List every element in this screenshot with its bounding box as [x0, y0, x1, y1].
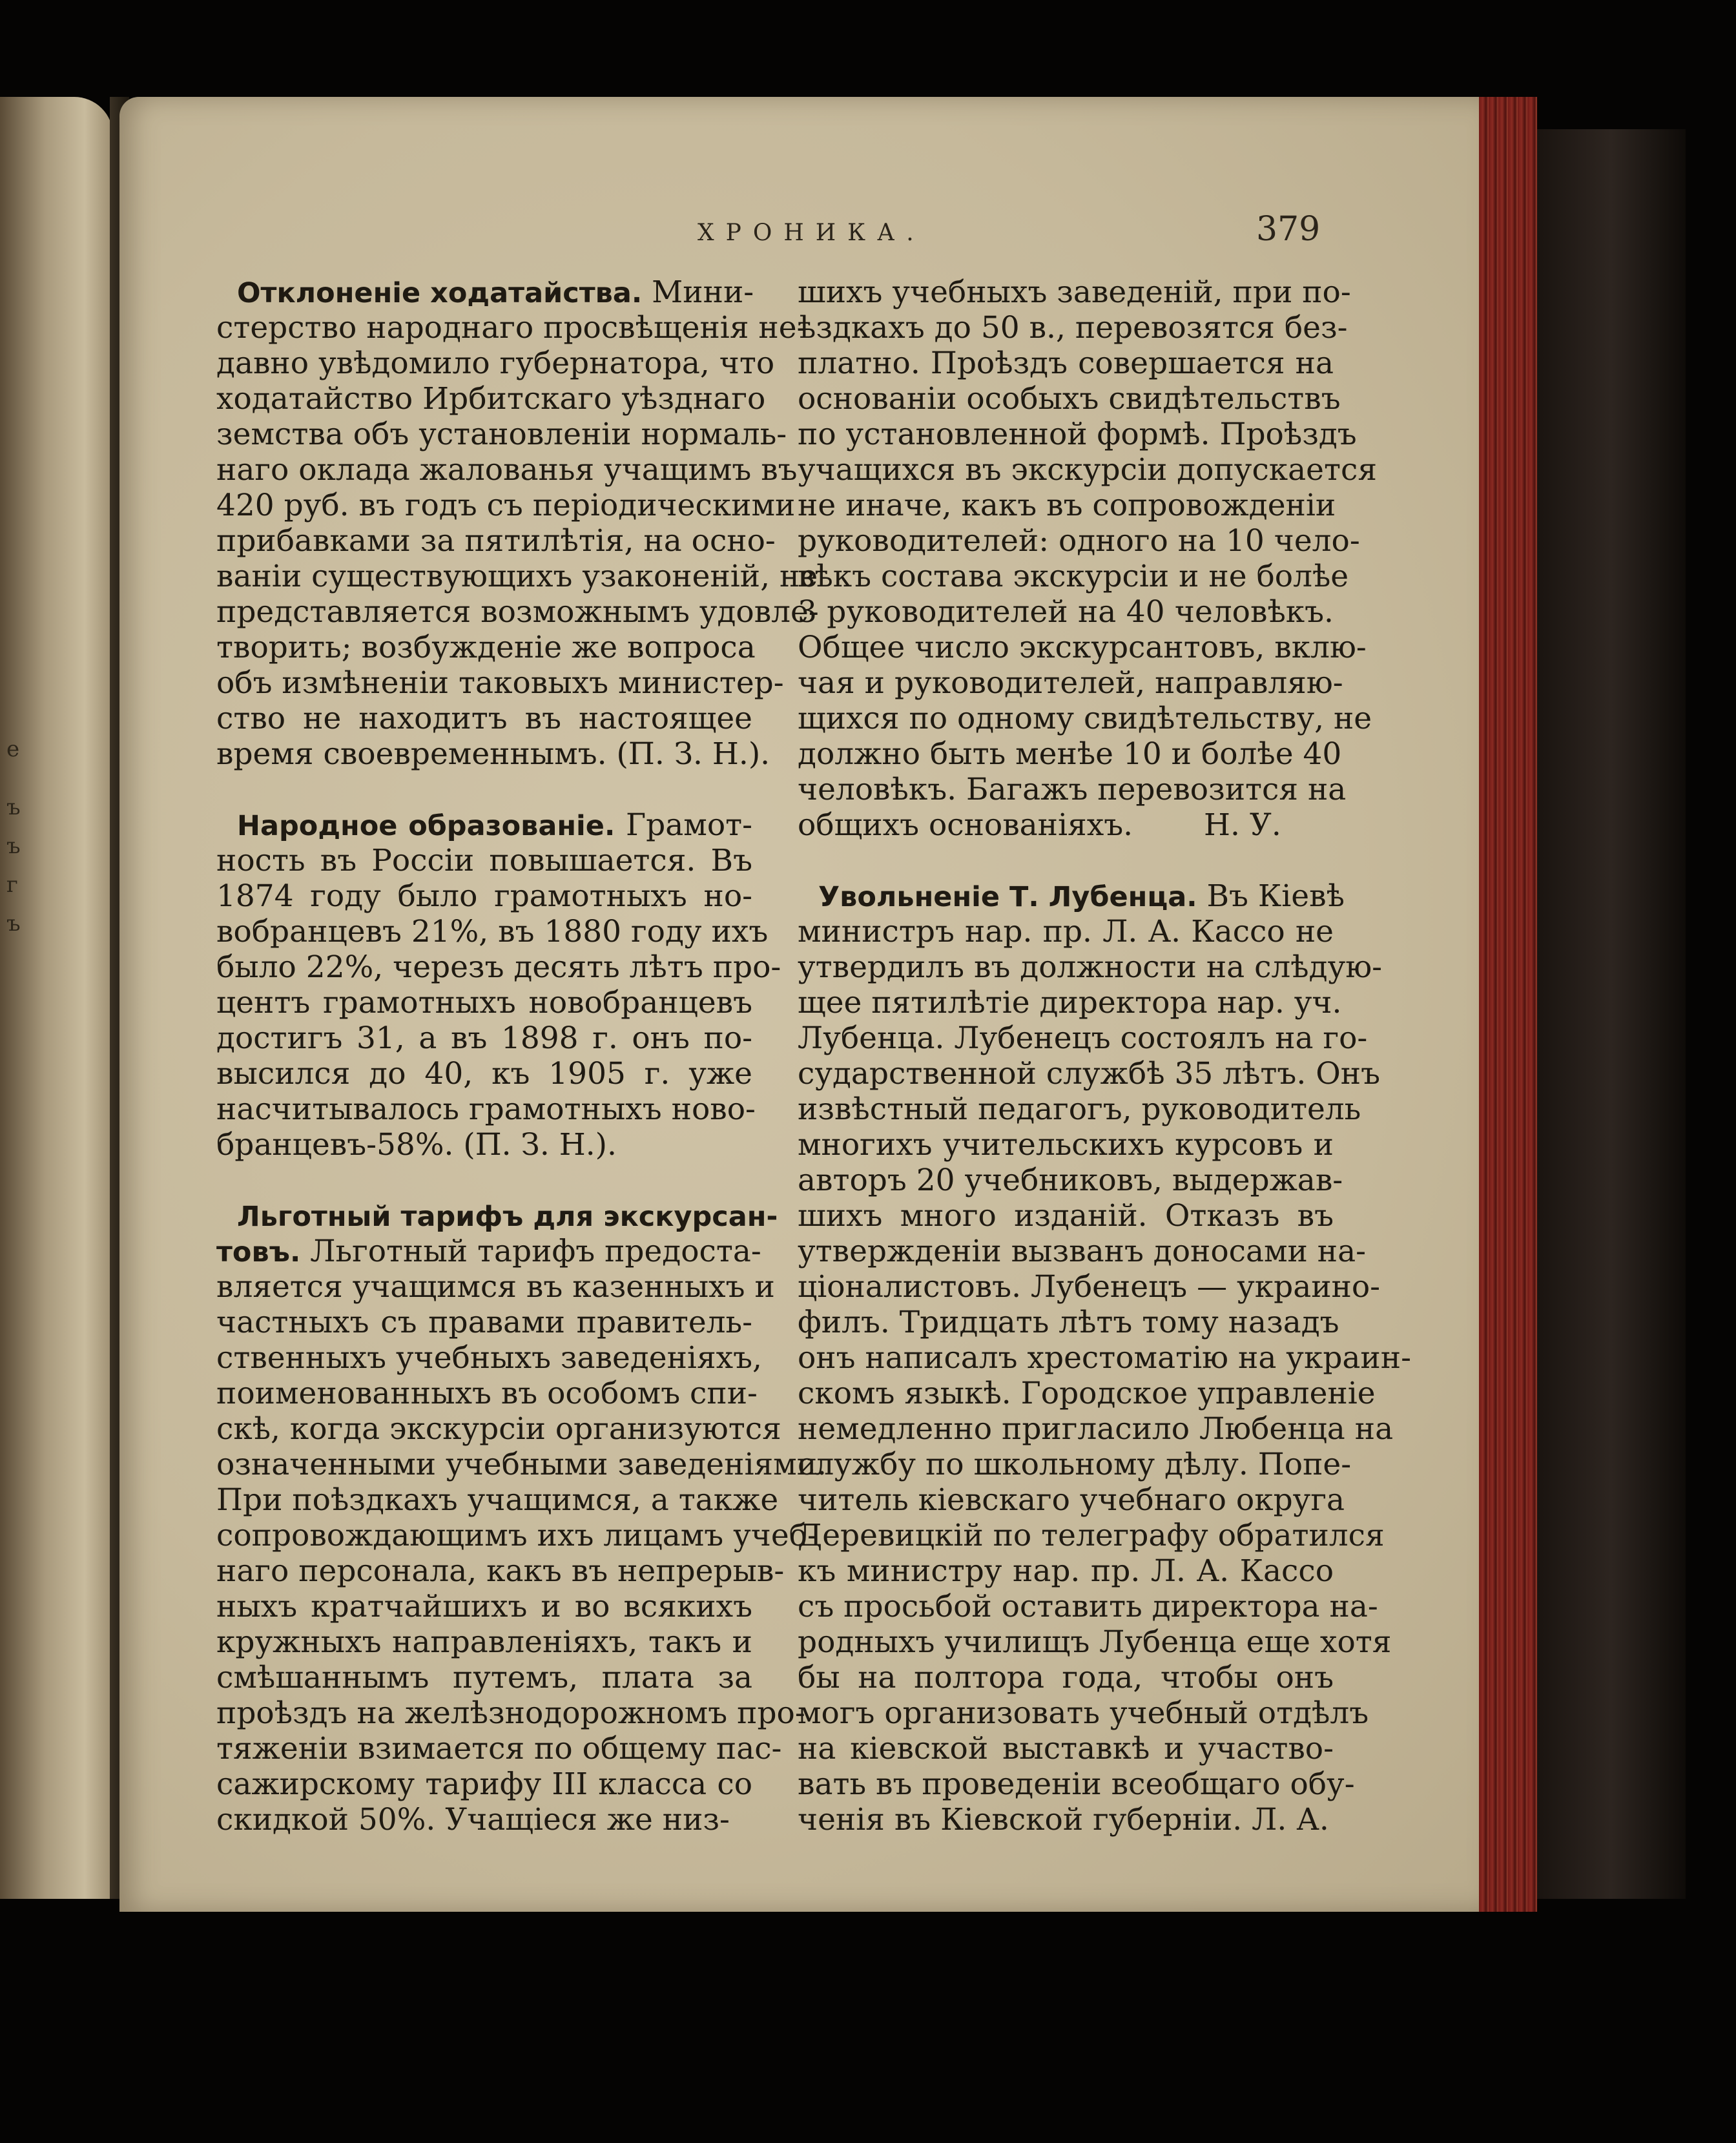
left-page-edge — [0, 97, 113, 1899]
text-line: ціоналистовъ. Лубенецъ — украино- — [798, 1269, 1381, 1305]
right-column — [798, 274, 1411, 1838]
text-line: вляется учащимся въ казенныхъ и — [216, 1269, 775, 1305]
text-line: 1874 году было грамотныхъ но- — [216, 878, 752, 914]
text-line: ныхъ кратчайшихъ и во всякихъ — [216, 1589, 752, 1624]
text-line: достигъ 31, а въ 1898 г. онъ по- — [216, 1020, 752, 1056]
text-line: многихъ учительскихъ курсовъ и — [798, 1127, 1334, 1163]
text-line: скидкой 50%. Учащіеся же низ- — [216, 1802, 730, 1838]
text-line: бы на полтора года, чтобы онъ — [798, 1660, 1334, 1695]
text-line: сажирскому тарифу III класса со — [216, 1766, 752, 1802]
text-line: кружныхъ направленіяхъ, такъ и — [216, 1624, 752, 1660]
text-line: платно. Проѣздъ совершается на — [798, 346, 1334, 381]
author-signature: Н. У. — [1204, 807, 1281, 843]
text-line: наго оклада жалованья учащимъ въ — [216, 452, 798, 488]
text-line: бранцевъ-58%. (П. З. Н.). — [216, 1127, 617, 1163]
article-heading: товъ. — [216, 1236, 301, 1268]
article-heading: Льготный тарифъ для экскурсан- — [237, 1201, 778, 1233]
text-line: щихся по одному свидѣтельству, не — [798, 701, 1372, 736]
text-line: время своевременнымъ. (П. З. Н.). — [216, 736, 770, 772]
text-line: проѣздъ на желѣзнодорожномъ про- — [216, 1695, 805, 1731]
text-line: сопровождающимъ ихъ лицамъ учеб- — [216, 1518, 818, 1553]
text-line: означенными учебными заведеніями. — [216, 1447, 827, 1482]
text-line: Лубенца. Лубенецъ состоялъ на го- — [798, 1020, 1368, 1056]
text-line: частныхъ съ правами правитель- — [216, 1305, 752, 1340]
text-line: авторъ 20 учебниковъ, выдержав- — [798, 1163, 1343, 1198]
text-line: основаніи особыхъ свидѣтельствъ — [798, 381, 1341, 417]
text-line: насчитывалось грамотныхъ ново- — [216, 1092, 756, 1127]
left-page-fragment: ъ — [6, 794, 21, 820]
book-cover — [1537, 129, 1686, 1899]
text-line: не иначе, какъ въ сопровожденіи — [798, 488, 1336, 523]
article-first-line — [216, 807, 752, 843]
text-line: на кіевской выставкѣ и участво- — [798, 1731, 1334, 1766]
left-column — [216, 274, 827, 1838]
text-line: министръ нар. пр. Л. А. Кассо не — [798, 914, 1334, 949]
paragraph-gap — [798, 843, 1334, 878]
text-line: родныхъ училищъ Лубенца еще хотя — [798, 1624, 1392, 1660]
text-line: творить; возбужденіе же вопроса — [216, 630, 756, 665]
text-line: 3 руководителей на 40 человѣкъ. — [798, 594, 1334, 630]
text-line: Мини- — [652, 274, 754, 310]
left-page-fragment: е — [6, 736, 20, 762]
text-line: должно быть менѣе 10 и болѣе 40 — [798, 736, 1342, 772]
article-heading: Отклоненіе ходатайства. — [237, 277, 643, 309]
text-line: давно увѣдомило губернатора, что — [216, 346, 775, 381]
text-line: ственныхъ учебныхъ заведеніяхъ, — [216, 1340, 762, 1376]
text-line: прибавками за пятилѣтія, на осно- — [216, 523, 776, 559]
text-line: 420 руб. въ годъ съ періодическими — [216, 488, 796, 523]
left-page-fragment: ъ — [6, 911, 21, 937]
text-line: съ просьбой оставить директора на- — [798, 1589, 1378, 1624]
left-page-fragment: г — [6, 872, 18, 898]
text-line: утвердилъ въ должности на слѣдую- — [798, 949, 1383, 985]
text-line: Общее число экскурсантовъ, вклю- — [798, 630, 1367, 665]
text-line: поименованныхъ въ особомъ спи- — [216, 1376, 758, 1411]
text-line: Въ Кіевѣ — [1206, 878, 1345, 914]
text-line: человѣкъ. Багажъ перевозится на — [798, 772, 1347, 807]
text-line: сударственной службѣ 35 лѣтъ. Онъ — [798, 1056, 1380, 1092]
text-line: При поѣздкахъ учащимся, а также — [216, 1482, 779, 1518]
text-line: вать въ проведеніи всеобщаго обу- — [798, 1766, 1355, 1802]
text-line: ходатайство Ирбитскаго уѣзднаго — [216, 381, 766, 417]
article-heading: Увольненіе Т. Лубенца. — [818, 881, 1197, 913]
text-line: объ измѣненіи таковыхъ министер- — [216, 665, 784, 701]
text-line: утвержденіи вызванъ доносами на- — [798, 1234, 1367, 1269]
text-line: было 22%, черезъ десять лѣтъ про- — [216, 949, 781, 985]
left-page-fragment: ъ — [6, 833, 21, 859]
text-line: смѣшаннымъ путемъ, плата за — [216, 1660, 752, 1695]
text-line: руководителей: одного на 10 чело- — [798, 523, 1360, 559]
text-line: службу по школьному дѣлу. Попе- — [798, 1447, 1352, 1482]
article-heading: Народное образованіе. — [237, 810, 615, 842]
text-line: учащихся въ экскурсіи допускается — [798, 452, 1377, 488]
text-line: представляется возможнымъ удовле- — [216, 594, 819, 630]
text-line: общихъ основаніяхъ. — [798, 807, 1133, 843]
text-line: чая и руководителей, направляю- — [798, 665, 1343, 701]
text-line: къ министру нар. пр. Л. А. Кассо — [798, 1553, 1334, 1589]
running-head: ХРОНИКА. — [698, 220, 925, 246]
text-line: читель кіевскаго учебнаго округа — [798, 1482, 1345, 1518]
text-line: шихъ много изданій. Отказъ въ — [798, 1198, 1334, 1234]
page-edges — [1479, 97, 1537, 1912]
text-line: щее пятилѣтіе директора нар. уч. — [798, 985, 1342, 1020]
text-line: скѣ, когда экскурсіи организуются — [216, 1411, 781, 1447]
paragraph-gap — [216, 772, 752, 807]
text-line: ваніи существующихъ узаконеній, не — [216, 559, 818, 594]
article-first-line — [216, 1198, 778, 1234]
article-first-line — [216, 274, 752, 310]
text-line: Льготный тарифъ предоста- — [310, 1234, 761, 1269]
page-number: 379 — [1256, 210, 1321, 249]
text-line: Деревицкій по телеграфу обратился — [798, 1518, 1385, 1553]
text-line: онъ написалъ хрестоматію на украин- — [798, 1340, 1411, 1376]
text-line: немедленно пригласило Любенца на — [798, 1411, 1394, 1447]
text-line: филъ. Тридцать лѣтъ тому назадъ — [798, 1305, 1339, 1340]
text-line: извѣстный педагогъ, руководитель — [798, 1092, 1361, 1127]
text-line: центъ грамотныхъ новобранцевъ — [216, 985, 752, 1020]
text-line: могъ организовать учебный отдѣлъ — [798, 1695, 1369, 1731]
text-line: вѣкъ состава экскурсіи и не болѣе — [798, 559, 1349, 594]
text-line: ство не находитъ въ настоящее — [216, 701, 752, 736]
article-first-line — [798, 878, 1345, 914]
article-first-line — [216, 1234, 761, 1269]
text-line: стерство народнаго просвѣщенія не- — [216, 310, 807, 346]
text-line: Грамот- — [626, 807, 752, 843]
text-line: ность въ Россіи повышается. Въ — [216, 843, 752, 878]
text-line: шихъ учебныхъ заведеній, при по- — [798, 274, 1351, 310]
text-line: наго персонала, какъ въ непрерыв- — [216, 1553, 785, 1589]
text-line: ѣздкахъ до 50 в., перевозятся без- — [798, 310, 1348, 346]
text-line: тяженіи взимается по общему пас- — [216, 1731, 782, 1766]
text-line: ченія въ Кіевской губерніи. Л. А. — [798, 1802, 1329, 1838]
text-line: земства объ установленіи нормаль- — [216, 417, 787, 452]
text-line: вобранцевъ 21%, въ 1880 году ихъ — [216, 914, 769, 949]
text-line: скомъ языкѣ. Городское управленіе — [798, 1376, 1376, 1411]
text-line — [798, 807, 1334, 843]
paragraph-gap — [216, 1163, 752, 1198]
text-line: по установленной формѣ. Проѣздъ — [798, 417, 1357, 452]
text-line: высился до 40, къ 1905 г. уже — [216, 1056, 752, 1092]
